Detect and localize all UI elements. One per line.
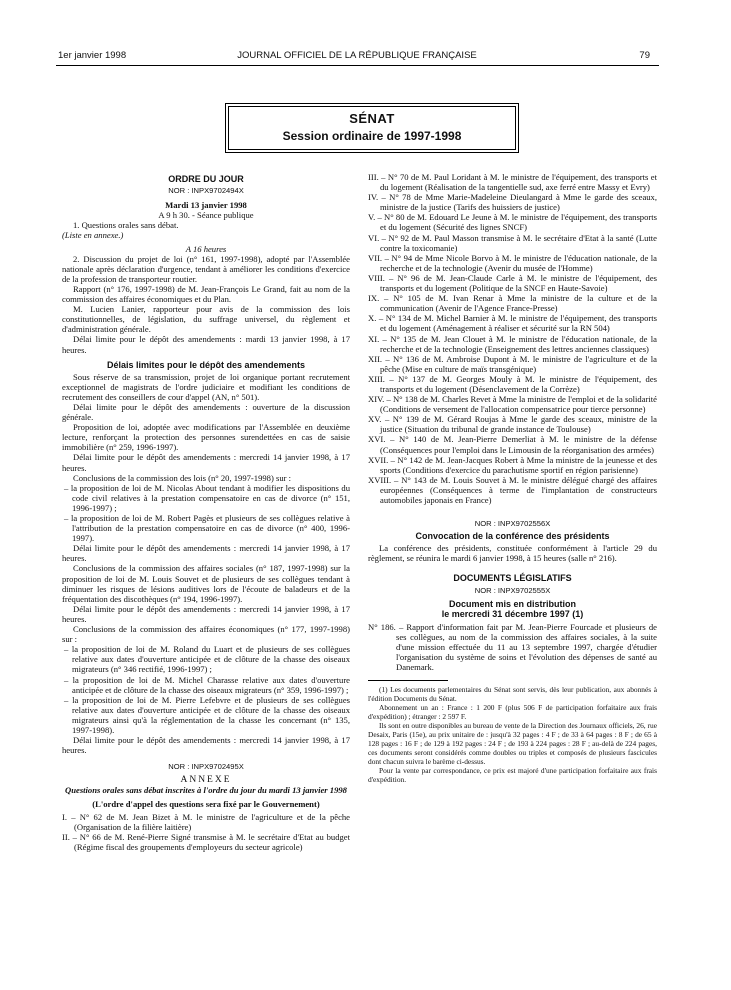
question-16: XVI. – N° 140 de M. Jean-Pierre Demerliat à M. le ministre de la défense (Conséquences pour l'emploi dans le Limousin de la réorganisation des armées): [368, 434, 657, 455]
annexe-title: ANNEXE: [180, 775, 232, 786]
footnote-2: Abonnement un an : France : 1 200 F (plus 506 F de participation forfaitaire aux frais d'expédition) ; étranger : 2 597 F.: [368, 703, 657, 722]
question-6: VI. – N° 92 de M. Paul Masson transmise à M. le secrétaire d'Etat à la santé (Lutte contre la toxicomanie): [368, 232, 657, 253]
rapport: Rapport (n° 176, 1997-1998) de M. Jean-François Le Grand, fait au nom de la commission des affaires économiques et du Plan.: [62, 283, 350, 305]
footnote-3: Ils sont en outre disponibles au bureau de vente de la Direction des Journaux officiels, 26, rue Desaix, Paris (15e), au prix unitaire de : jusqu'à 32 pages : 4 F ; de 33 à 64 pages : 8 F ; de 65 à 128 pages : 16 F ; de 129 à 192 pages : 24 F ; de 193 à 224 pages : 28 F ; au-delà de 224 pages, ces documents seront considérés comme doubles ou triples et composés de plusieurs fascicules dont chacun suivra le barème ci-dessus.: [368, 721, 657, 767]
question-5: V. – N° 80 de M. Edouard Le Jeune à M. le ministre de l'équipement, des transports et du logement (Sécurité des lignes SNCF): [368, 212, 657, 233]
annexe-subtitle: Questions orales sans débat inscrites à l'ordre du jour du mardi 13 janvier 1998: [65, 785, 347, 796]
doc-distribution-2: le mercredi 31 décembre 1997 (1): [441, 608, 584, 619]
question-3: III. – N° 70 de M. Paul Loridant à M. le ministre de l'équipement, des transports et du logement (Réalisation de la tangentielle sud, axe ferré entre Massy et Evry): [368, 172, 657, 193]
para-4: Conclusions de la commission des affaires sociales (n° 187, 1997-1998) sur la proposition de loi de M. Louis Souvet et de plusieurs de ses collègues tendant à diminuer les risques de lésions auditives lors de l'écoute de baladeurs et de la fréquentation des discothèques (n° 194, 1996-1997).: [62, 563, 350, 604]
question-2: II. – N° 66 de M. René-Pierre Signé transmise à M. le secrétaire d'Etat au budget (Régime fiscal des groupements d'employeurs du secteur agricole): [62, 831, 350, 852]
item-1-sub: (Liste en annexe.): [62, 230, 124, 241]
para-4-delai: Délai limite pour le dépôt des amendements : mercredi 14 janvier 1998, à 17 heures.: [62, 603, 350, 624]
nor-2: NOR : INPX9702495X: [168, 762, 244, 772]
para-1: Sous réserve de sa transmission, projet de loi organique portant recrutement exceptionnel de magistrats de l'ordre judiciaire et modifiant les conditions de recrutement des conseillers de cour d'appel (AN, n° 501).: [62, 371, 350, 402]
right-column: [368, 172, 657, 784]
item-1: 1. Questions orales sans débat.: [73, 220, 179, 231]
header-page-number: 79: [639, 50, 650, 61]
question-9: IX. – N° 105 de M. Ivan Renar à Mme la ministre de la culture et de la communication (Avenir de l'Agence France-Presse): [368, 293, 657, 314]
question-10: X. – N° 134 de M. Michel Barnier à M. le ministre de l'équipement, des transports et du logement (Aménagement à réaliser et sécurité sur la RN 504): [368, 313, 657, 334]
header-rule: [56, 65, 659, 66]
para-5: Conclusions de la commission des affaires économiques (n° 177, 1997-1998) sur :: [62, 624, 350, 645]
title-session: Session ordinaire de 1997-1998: [282, 129, 462, 143]
seance-publique: A 9 h 30. - Séance publique: [158, 210, 254, 221]
question-12: XII. – N° 136 de M. Ambroise Dupont à M. le ministre de l'agriculture et de la pêche (Mise en culture de maïs transgénique): [368, 353, 657, 374]
doc-distribution-1: Document mis en distribution: [448, 598, 576, 609]
convocation-text: La conférence des présidents, constituée conformément à l'article 29 du règlement, se réunira le mardi 6 janvier 1998, à 15 heures (salle n° 216).: [368, 543, 657, 564]
title-box: [228, 106, 516, 150]
page-header: [58, 50, 656, 64]
footnote-rule: [368, 680, 448, 681]
question-7: VII. – N° 94 de Mme Nicole Borvo à M. le ministre de l'éducation nationale, de la recherche et de la technologie (Avenir du musée de l'Homme): [368, 252, 657, 273]
question-1: I. – N° 62 de M. Jean Bizet à M. le ministre de l'agriculture et de la pêche (Organisation de la filière laitière): [62, 811, 350, 832]
question-18: XVIII. – N° 143 de M. Louis Souvet à M. le ministre délégué chargé des affaires européennes (Conséquences à terme de l'implantation de constructeurs automobiles japonais en France): [368, 474, 657, 505]
nor-3: NOR : INPX9702556X: [474, 519, 551, 529]
question-17: XVII. – N° 142 de M. Jean-Jacques Robert à Mme la ministre de la jeunesse et des sports (Conditions d'exercice du parachutisme sportif en région parisienne): [368, 454, 657, 475]
convocation-title: Convocation de la conférence des présidents: [415, 531, 610, 542]
para-5-dash-2: – la proposition de loi de M. Michel Charasse relative aux dates d'ouverture anticipée et de clôture de la chasse des oiseaux migrateurs (n° 359, 1996-1997) ;: [64, 674, 350, 695]
heure-16: A 16 heures: [185, 243, 227, 254]
delai-1: Délai limite pour le dépôt des amendements : mardi 13 janvier 1998, à 17 heures.: [62, 334, 350, 355]
nor-4: NOR : INPX9702555X: [474, 585, 551, 595]
question-11: XI. – N° 135 de M. Jean Clouet à M. le ministre de l'éducation nationale, de la recherche et de la technologie (Enseignement des lettres anciennes classiques): [368, 333, 657, 354]
header-journal: JOURNAL OFFICIEL DE LA RÉPUBLIQUE FRANÇAISE: [237, 50, 477, 61]
seance-date: Mardi 13 janvier 1998: [165, 200, 247, 211]
para-5-delai: Délai limite pour le dépôt des amendements : mercredi 14 janvier 1998, à 17 heures.: [62, 735, 350, 756]
ordre-appel: (L'ordre d'appel des questions sera fixé par le Gouvernement): [92, 798, 320, 809]
para-2-delai: Délai limite pour le dépôt des amendements : mercredi 14 janvier 1998, à 17 heures.: [62, 452, 350, 473]
para-2: Proposition de loi, adoptée avec modifications par l'Assemblée en deuxième lecture, renforçant la protection des personnes surendettées en cas de saisie immobilière (n° 259, 1996-1997).: [62, 422, 350, 453]
para-3-dash-2: – la proposition de loi de M. Robert Pagès et plusieurs de ses collègues relative à l'attribution de la prestation compensatoire en cas de divorce (n° 400, 1996-1997).: [64, 513, 350, 544]
para-5-dash-3: – la proposition de loi de M. Pierre Lefebvre et de plusieurs de ses collègues relative aux dates d'ouverture anticipée et de clôture de la chasse des oiseaux migrateurs ainsi qu'à la réglementation de la chasse les concernant (n° 135, 1997-1998).: [64, 694, 350, 735]
question-15: XV. – N° 139 de M. Gérard Roujas à Mme le garde des sceaux, ministre de la justice (Situation du tribunal de grande instance de Toulouse): [368, 414, 657, 435]
question-8: VIII. – N° 96 de M. Jean-Claude Carle à M. le ministre de l'équipement, des transports et du logement (Politique de la SNCF en Haute-Savoie): [368, 272, 657, 294]
footnote-4: Pour la vente par correspondance, ce prix est majoré d'une participation forfaitaire aux frais d'expédition.: [368, 766, 657, 785]
question-14: XIV. – N° 138 de M. Charles Revet à Mme la ministre de l'emploi et de la solidarité (Conditions de versement de l'allocation compensatrice pour tierce personne): [368, 394, 657, 415]
documents-title: DOCUMENTS LÉGISLATIFS: [453, 573, 572, 584]
question-13: XIII. – N° 137 de M. Georges Mouly à M. le ministre de l'équipement, des transports et du logement (Désenclavement de la Corrèze): [368, 373, 657, 394]
para-1-delai: Délai limite pour le dépôt des amendements : ouverture de la discussion générale.: [62, 401, 350, 423]
document-186: N° 186. – Rapport d'information fait par M. Jean-Pierre Fourcade et plusieurs de ses collègues, au nom de la commission des affaires sociales, à la suite d'une mission effectuée du 11 au 13 septembre 1997, chargée d'étudier l'organisation du système de soins et l'évolution des dépenses de santé au Danemark.: [368, 621, 657, 673]
para-3: Conclusions de la commission des lois (n° 20, 1997-1998) sur :: [73, 472, 292, 483]
title-senat: SÉNAT: [349, 111, 395, 126]
footnote-1: (1) Les documents parlementaires du Sénat sont servis, dès leur publication, aux abonnés à l'édition Documents du Sénat.: [368, 685, 657, 704]
item-2: 2. Discussion du projet de loi (n° 161, 1997-1998), adopté par l'Assemblée nationale après déclaration d'urgence, tendant à améliorer les conditions d'exercice de la profession de transporteur routier.: [62, 253, 350, 284]
rapporteur-avis: M. Lucien Lanier, rapporteur pour avis de la commission des lois constitutionnelles, de législation, du suffrage universel, du règlement et d'administration générale.: [62, 304, 350, 335]
left-column: [62, 172, 350, 852]
nor-1: NOR : INPX9702494X: [168, 186, 244, 196]
question-4: IV. – N° 78 de Mme Marie-Madeleine Dieulangard à Mme le garde des sceaux, ministre de la justice (Tarifs des huissiers de justice): [368, 192, 657, 213]
ordre-du-jour-title: ORDRE DU JOUR: [168, 174, 244, 184]
header-date: 1er janvier 1998: [58, 50, 127, 61]
para-3-delai: Délai limite pour le dépôt des amendements : mercredi 14 janvier 1998, à 17 heures.: [62, 543, 350, 564]
para-5-dash-1: – la proposition de loi de M. Roland du Luart et de plusieurs de ses collègues relative aux dates d'ouverture anticipée et de clôture de la chasse des oiseaux migrateurs (n° 346 rectifié, 1996-1997) ;: [64, 644, 350, 675]
delais-title: Délais limites pour le dépôt des amendements: [106, 359, 306, 370]
para-3-dash-1: – la proposition de loi de M. Nicolas About tendant à modifier les dispositions du code civil relatives à la prestation compensatoire en cas de divorce (n° 151, 1996-1997) ;: [64, 482, 350, 513]
